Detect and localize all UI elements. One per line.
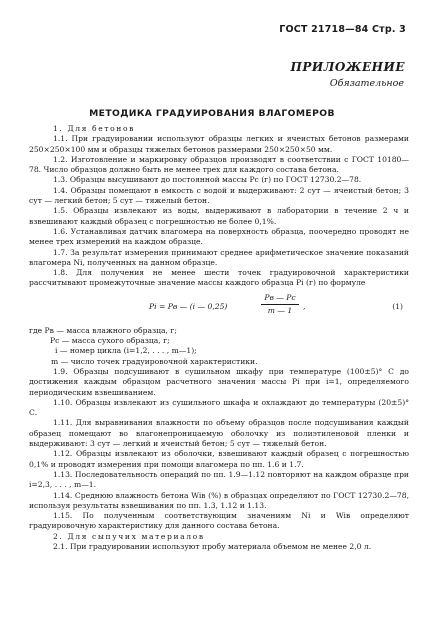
paragraph-1-12: 1.12. Образцы извлекают из оболочки, взвешивают каждый образец с погрешностью 0,1% и проводят измерения при помощи влагомера по пп. 1.6 и 1.7. [29, 449, 409, 469]
definition-m: m — число точек градуировочной характеристики. [51, 356, 258, 366]
definition-i: i — номер цикла (i=1,2, . . . , m—1); [55, 346, 197, 356]
paragraph-1-3: 1.3. Образцы высушивают до постоянной массы Pc (г) по ГОСТ 12730.2—78. [53, 175, 362, 185]
paragraph-1-10: 1.10. Образцы извлекают из сушильного шкафа и охлаждают до температуры (20±5)° С. [29, 397, 409, 418]
document-body [29, 124, 409, 552]
paragraph-1-8: 1.8. Для получения не менее шести точек градуировочной характеристики рассчитывают промежуточные значение массы каждого образца Pi (г) по формуле [29, 268, 409, 288]
paragraph-1-9: 1.9. Образцы подсушивают в сушильном шкафу при температуре (100±5)° С до достижения каждым образцом расчетного значения массы Pi при i=1, определяемого периодическим взвешиванием. [29, 366, 409, 397]
formula-1 [29, 291, 409, 325]
formula-fraction [261, 293, 299, 317]
paragraph-1-5: 1.5. Образцы извлекают из воды, выдерживают в лаборатории в течение 2 ч и взвешивают каждый образец с погрешностью не более 0,1%. [29, 206, 409, 226]
formula-lhs: Pi = Pв — (i — 0,25) [149, 301, 228, 311]
paragraph-1-4: 1.4. Образцы помещают в емкость с водой и выдерживают: 2 сут — ячеистый бетон; 3 сут — легкий бетон; 5 сут — тяжелый бетон. [29, 185, 409, 206]
paragraph-1-14: 1.14. Среднюю влажность бетона Wiв (%) в образцах определяют по ГОСТ 12730.2—78, используя результаты взвешивания по пп. 1.3, 1.12 и 1.13. [29, 490, 409, 510]
paragraph-1-2: 1.2. Изготовление и маркировку образцов производят в соответствии с ГОСТ 10180—78. Число образцов должно быть не менее трех для каждого состава бетона. [29, 154, 409, 175]
definition-pc: Pc — масса сухого образца, г; [50, 336, 170, 346]
document-title: МЕТОДИКА ГРАДУИРОВАНИЯ ВЛАГОМЕРОВ [89, 108, 335, 119]
definition-pv: где Pв — масса влажного образца, г; [29, 325, 177, 335]
page-header: ГОСТ 21718—84 Стр. 3 [279, 24, 406, 35]
paragraph-2-1: 2.1. При градуировании используют пробу материала объемом не менее 2,0 л. [53, 541, 372, 551]
formula-numerator: Pв — Pc [261, 293, 299, 305]
section-heading-bulk-materials: 2. Для сыпучих материалов [53, 531, 205, 541]
paragraph-1-6: 1.6. Устанавливая датчик влагомера на поверхность образца, поочередно проводят не менее трех измерений на каждом образце. [29, 226, 409, 247]
formula-definitions [29, 326, 409, 367]
paragraph-1-1: 1.1. При градуировании используют образцы легких и ячеистых бетонов размерами 250×250×100 мм и образцы тяжелых бетонов размерами 250×250×50 мм. [29, 134, 409, 154]
appendix-title: ПРИЛОЖЕНИЕ [290, 60, 405, 74]
paragraph-1-11: 1.11. Для выравнивания влажности по объему образцов после подсушивания каждый образец помещают во влагонепроницаемую оболочку из полиэтиленовой пленки и выдерживают: 3 сут — легкий и ячеистый бетон; 5 сут — тяжелый бетон. [29, 418, 409, 449]
paragraph-1-15: 1.15. По полученным соответствующим значениям Ni и Wiв определяют градуировочную характеристику для данного состава бетона. [29, 511, 409, 531]
formula-number: (1) [392, 301, 403, 311]
section-heading-concrete: 1. Для бетонов [53, 124, 136, 133]
paragraph-1-7: 1.7. За результат измерения принимают среднее арифметическое значение показаний влагомера Ni, полученных на данном образце. [29, 247, 409, 267]
paragraph-1-13: 1.13. Последовательность операций по пп. 1.9—1.12 повторяют на каждом образце при i=2,3, . . . , m—1. [29, 469, 409, 490]
formula-comma: , [303, 301, 306, 311]
appendix-subtitle: Обязательное [329, 78, 404, 89]
formula-denominator: m — 1 [267, 306, 293, 316]
